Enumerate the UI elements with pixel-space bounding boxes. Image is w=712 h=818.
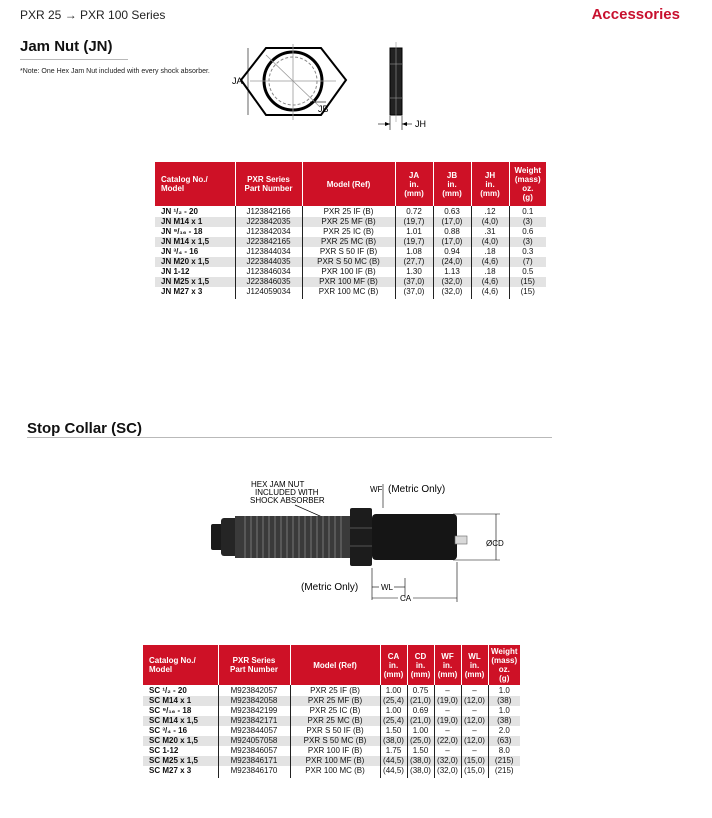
table-row	[143, 726, 520, 736]
table-cell: 1.50	[380, 726, 407, 736]
table-cell: 0.94	[433, 247, 471, 257]
table-cell: PXR S 50 IF (B)	[302, 247, 395, 257]
table-cell: M923844057	[218, 726, 290, 736]
table-cell: (24,0)	[433, 257, 471, 267]
table-cell: J223844035	[235, 257, 302, 267]
table-cell: (38)	[488, 696, 520, 706]
table-cell: –	[461, 746, 488, 756]
table-cell: 0.6	[509, 227, 546, 237]
table-cell: (25,0)	[407, 736, 434, 746]
table-cell: PXR 25 MF (B)	[290, 696, 380, 706]
table-cell: 1.75	[380, 746, 407, 756]
table-cell: PXR 100 MC (B)	[302, 287, 395, 299]
table-cell: (32,0)	[433, 287, 471, 299]
jam-nut-table-header	[155, 162, 546, 206]
table-cell: .18	[471, 247, 509, 257]
column-header: CD in. (mm)	[407, 645, 434, 685]
table-cell: –	[434, 746, 461, 756]
table-row	[155, 237, 546, 247]
table-cell: J123842034	[235, 227, 302, 237]
table-cell: 1.00	[407, 726, 434, 736]
table-cell: JN ¹/₂ - 20	[161, 207, 198, 216]
table-cell: M923846171	[218, 756, 290, 766]
wl-metric-label: (Metric Only)	[301, 582, 359, 593]
table-cell: J123844034	[235, 247, 302, 257]
table-cell: PXR S 50 MC (B)	[290, 736, 380, 746]
table-cell: (215)	[488, 756, 520, 766]
table-cell: 1.08	[395, 247, 433, 257]
table-cell: PXR S 50 IF (B)	[290, 726, 380, 736]
table-cell: PXR 100 IF (B)	[290, 746, 380, 756]
column-header: Weight (mass) oz. (g)	[488, 645, 520, 685]
breadcrumb: PXR 25 → PXR 100 Series	[20, 8, 166, 22]
table-cell: .12	[471, 206, 509, 217]
table-cell: PXR 25 MC (B)	[302, 237, 395, 247]
table-cell: (32,0)	[433, 277, 471, 287]
table-cell: J223842035	[235, 217, 302, 227]
hex-nut-note-line3: SHOCK ABSORBER	[250, 496, 325, 505]
hex-nut-front-view	[241, 44, 346, 120]
table-cell: (12,0)	[461, 716, 488, 726]
table-row	[155, 206, 546, 217]
jam-nut-note: *Note: One Hex Jam Nut included with every shock absorber.	[20, 68, 210, 75]
table-row	[155, 247, 546, 257]
table-cell: SC M14 x 1	[143, 696, 218, 706]
table-cell: (38,0)	[407, 766, 434, 778]
table-cell: SC M25 x 1,5	[143, 756, 218, 766]
shock-absorber-body	[211, 508, 467, 566]
table-cell: 1.0	[488, 706, 520, 716]
table-cell: PXR 100 MC (B)	[290, 766, 380, 778]
cd-label: ØCD	[486, 539, 504, 548]
table-cell: 0.72	[395, 206, 433, 217]
table-cell: 1.13	[433, 267, 471, 277]
table-cell: PXR 25 MF (B)	[302, 217, 395, 227]
stop-collar-table-header	[143, 645, 520, 685]
table-cell: –	[434, 685, 461, 696]
table-row	[143, 766, 520, 778]
table-cell: (15)	[509, 277, 546, 287]
table-cell: SC M20 x 1,5	[143, 736, 218, 746]
hex-nut-side-view	[390, 42, 402, 122]
wf-label: WF	[370, 485, 383, 494]
table-cell: (19,7)	[395, 217, 433, 227]
hex-nut-note-line1: HEX JAM NUT	[251, 480, 305, 489]
table-row	[155, 277, 546, 287]
table-cell: 1.00	[380, 685, 407, 696]
table-cell: JN M14 x 1	[155, 217, 235, 227]
table-cell: (25,4)	[380, 696, 407, 706]
table-row	[143, 716, 520, 726]
table-cell: (44,5)	[380, 766, 407, 778]
table-cell: (19,7)	[395, 237, 433, 247]
jam-nut-table	[155, 162, 546, 299]
table-cell: (21,0)	[407, 716, 434, 726]
table-row	[155, 287, 546, 299]
table-cell: (17,0)	[433, 217, 471, 227]
table-cell: J123842166	[235, 206, 302, 217]
table-cell: (44,5)	[380, 756, 407, 766]
table-cell: M923842171	[218, 716, 290, 726]
table-cell: (21,0)	[407, 696, 434, 706]
table-cell: SC ³/₄ - 16	[149, 726, 188, 735]
table-cell: PXR 100 MF (B)	[302, 277, 395, 287]
stop-collar-table	[143, 645, 520, 778]
table-cell: M923842058	[218, 696, 290, 706]
table-cell: (4,6)	[471, 277, 509, 287]
table-cell: (63)	[488, 736, 520, 746]
table-cell: (15,0)	[461, 756, 488, 766]
table-cell: (22,0)	[434, 736, 461, 746]
table-cell: (25,4)	[380, 716, 407, 726]
table-row	[143, 706, 520, 716]
table-cell: 0.3	[509, 247, 546, 257]
table-cell: M923846170	[218, 766, 290, 778]
ca-label: CA	[400, 594, 412, 603]
table-cell: (3)	[509, 237, 546, 247]
table-row	[155, 217, 546, 227]
table-cell: (4,0)	[471, 217, 509, 227]
column-header: Catalog No./ Model	[155, 162, 235, 206]
column-header: JA in. (mm)	[395, 162, 433, 206]
table-cell: (215)	[488, 766, 520, 778]
table-row	[155, 257, 546, 267]
table-cell: JN ³/₄ - 16	[161, 247, 199, 256]
table-cell: (19,0)	[434, 716, 461, 726]
table-row	[155, 227, 546, 237]
table-cell: 0.1	[509, 206, 546, 217]
table-cell: (4,6)	[471, 257, 509, 267]
stop-collar-diagram	[205, 478, 515, 606]
table-cell: –	[434, 726, 461, 736]
table-cell: (32,0)	[434, 756, 461, 766]
table-cell: M924057058	[218, 736, 290, 746]
jh-label: JH	[415, 119, 426, 129]
table-cell: 1.30	[395, 267, 433, 277]
table-cell: SC M14 x 1,5	[143, 716, 218, 726]
table-cell: 2.0	[488, 726, 520, 736]
table-cell: (15)	[509, 287, 546, 299]
table-cell: J223842165	[235, 237, 302, 247]
column-header: CA in. (mm)	[380, 645, 407, 685]
table-cell: (4,0)	[471, 237, 509, 247]
column-header: Model (Ref)	[302, 162, 395, 206]
table-row	[155, 267, 546, 277]
table-cell: PXR 25 IC (B)	[290, 706, 380, 716]
table-cell: (3)	[509, 217, 546, 227]
table-cell: (37,0)	[395, 277, 433, 287]
table-cell: J124059034	[235, 287, 302, 299]
table-cell: (15,0)	[461, 766, 488, 778]
table-cell: M923842199	[218, 706, 290, 716]
column-header: JB in. (mm)	[433, 162, 471, 206]
table-cell: PXR 100 IF (B)	[302, 267, 395, 277]
table-row	[143, 756, 520, 766]
table-row	[143, 736, 520, 746]
table-cell: 1.50	[407, 746, 434, 756]
table-cell: SC ⁹/₁₆ - 18	[149, 706, 192, 715]
table-cell: (38,0)	[407, 756, 434, 766]
table-cell: 1.00	[380, 706, 407, 716]
table-row	[143, 746, 520, 756]
table-cell: PXR 100 MF (B)	[290, 756, 380, 766]
table-cell: 0.75	[407, 685, 434, 696]
table-cell: (7)	[509, 257, 546, 267]
table-cell: SC 1-12	[149, 746, 179, 755]
table-cell: SC ¹/₂ - 20	[149, 686, 187, 695]
table-cell: PXR 25 IC (B)	[302, 227, 395, 237]
table-cell: (37,0)	[395, 287, 433, 299]
table-cell: 0.5	[509, 267, 546, 277]
table-cell: J223846035	[235, 277, 302, 287]
table-cell: –	[461, 706, 488, 716]
table-cell: JN M27 x 3	[161, 287, 203, 296]
table-row	[143, 685, 520, 696]
table-cell: (38)	[488, 716, 520, 726]
wl-label: WL	[381, 583, 393, 592]
stop-collar-title: Stop Collar (SC)	[27, 420, 142, 437]
table-cell: JN M20 x 1,5	[155, 257, 235, 267]
table-cell: M923846057	[218, 746, 290, 756]
jam-nut-title-rule	[20, 59, 128, 60]
table-row	[143, 696, 520, 706]
table-cell: 0.63	[433, 206, 471, 217]
table-cell: (27,7)	[395, 257, 433, 267]
hex-nut-note-line2: INCLUDED WITH	[255, 488, 319, 497]
table-cell: JN 1-12	[161, 267, 190, 276]
section-title: Accessories	[591, 6, 680, 23]
table-cell: –	[461, 726, 488, 736]
table-cell: J123846034	[235, 267, 302, 277]
table-cell: 1.0	[488, 685, 520, 696]
column-header: Weight (mass) oz. (g)	[509, 162, 546, 206]
table-cell: M923842057	[218, 685, 290, 696]
column-header: PXR Series Part Number	[218, 645, 290, 685]
table-cell: –	[461, 685, 488, 696]
ja-label: JA	[232, 76, 243, 86]
column-header: PXR Series Part Number	[235, 162, 302, 206]
jam-nut-title: Jam Nut (JN)	[20, 38, 113, 55]
table-cell: .31	[471, 227, 509, 237]
table-cell: 1.01	[395, 227, 433, 237]
column-header: WL in. (mm)	[461, 645, 488, 685]
table-cell: 0.69	[407, 706, 434, 716]
stop-collar-title-rule	[27, 437, 552, 438]
table-cell: JN ⁹/₁₆ - 18	[161, 227, 203, 236]
table-cell: PXR S 50 MC (B)	[302, 257, 395, 267]
table-cell: JN M25 x 1,5	[155, 277, 235, 287]
column-header: Model (Ref)	[290, 645, 380, 685]
table-cell: PXR 25 IF (B)	[290, 685, 380, 696]
wf-metric-label: (Metric Only)	[388, 484, 446, 495]
column-header: WF in. (mm)	[434, 645, 461, 685]
table-cell: (19,0)	[434, 696, 461, 706]
table-cell: (4,6)	[471, 287, 509, 299]
table-cell: (17,0)	[433, 237, 471, 247]
column-header: Catalog No./ Model	[143, 645, 218, 685]
table-cell: PXR 25 MC (B)	[290, 716, 380, 726]
jb-label: JB	[318, 104, 329, 114]
table-cell: –	[434, 706, 461, 716]
table-cell: JN M14 x 1,5	[155, 237, 235, 247]
table-cell: (32,0)	[434, 766, 461, 778]
table-cell: (12,0)	[461, 696, 488, 706]
table-cell: .18	[471, 267, 509, 277]
table-cell: 8.0	[488, 746, 520, 756]
table-cell: PXR 25 IF (B)	[302, 206, 395, 217]
table-cell: 0.88	[433, 227, 471, 237]
table-cell: SC M27 x 3	[149, 766, 192, 775]
column-header: JH in. (mm)	[471, 162, 509, 206]
table-cell: (12,0)	[461, 736, 488, 746]
table-cell: (38,0)	[380, 736, 407, 746]
jam-nut-diagram	[230, 40, 450, 135]
